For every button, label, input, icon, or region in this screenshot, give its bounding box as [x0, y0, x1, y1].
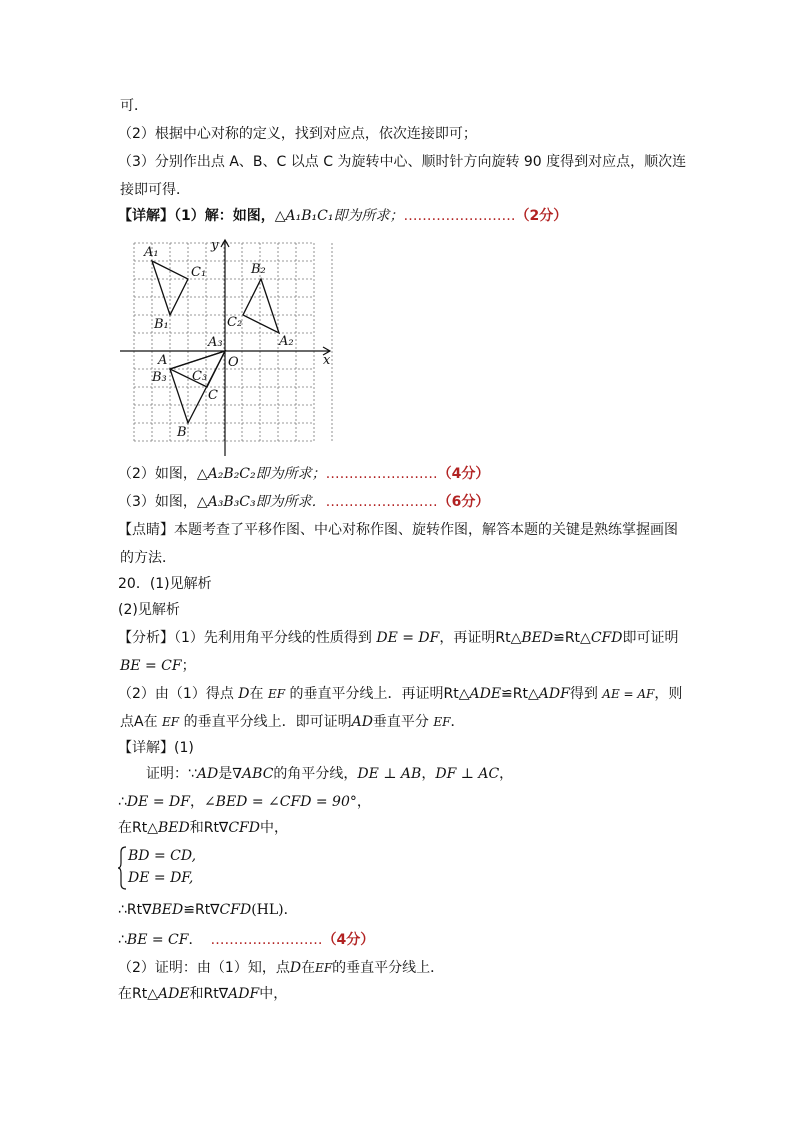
analysis-line-3 — [118, 684, 682, 704]
proof-line-7 — [118, 984, 287, 1004]
math: (HL) — [251, 902, 284, 918]
text: ， — [356, 794, 371, 810]
label-a: A — [158, 353, 168, 368]
proof-line-4 — [118, 900, 298, 920]
text: 的垂直平分线上．再证明Rt△ — [285, 686, 470, 702]
text-line: 可． — [120, 98, 148, 114]
proof-line-2 — [118, 792, 371, 812]
label-b3: B₃ — [152, 370, 167, 385]
math: BE = CF — [120, 658, 182, 674]
axis-label-x: x — [323, 353, 331, 368]
math: BED — [151, 902, 184, 918]
text: 点A在 — [120, 714, 163, 730]
text: ，则 — [654, 686, 683, 702]
math: D — [289, 960, 302, 976]
math: △A₃B₃C₃即为所求． — [196, 494, 326, 510]
text: ≌Rt△ — [501, 686, 539, 702]
text-line: 【点睛】本题考查了平移作图、中心对称作图、旋转作图，解答本题的关键是熟练掌握画图 — [118, 522, 678, 538]
text: 的垂直平分线上． — [332, 960, 445, 976]
math: ADF — [538, 686, 570, 702]
proof-line-1 — [146, 764, 513, 784]
grid — [134, 243, 332, 441]
text: ≌Rt∇ — [183, 902, 220, 918]
label-b2: B₂ — [251, 262, 266, 277]
text: ， — [421, 766, 436, 782]
math: AE = AF — [602, 687, 655, 701]
math: DE ⊥ AB — [357, 766, 422, 782]
math: ∇ABC — [232, 766, 274, 782]
math: EF — [267, 687, 286, 701]
math: ADF — [228, 986, 260, 1002]
text: （3）如图， — [118, 494, 197, 510]
math: D — [238, 686, 250, 702]
label-c1: C₁ — [191, 265, 207, 280]
text: ∴Rt∇ — [118, 902, 152, 918]
math: BED — [157, 820, 190, 836]
proof-line-6 — [118, 958, 444, 978]
math: BED — [521, 630, 554, 646]
label-b1: B₁ — [154, 317, 169, 332]
text-line: 接即可得． — [120, 182, 190, 198]
text: 在Rt△ — [118, 820, 158, 836]
label-a3: A₃ — [208, 335, 223, 350]
text: ∴ — [118, 794, 127, 810]
score-label: （4分） — [437, 466, 490, 482]
text: 是 — [218, 766, 233, 782]
math: AD — [196, 766, 219, 782]
origin-label: O — [228, 355, 239, 370]
brace — [118, 846, 128, 890]
question-number: 20．(1)见解析 — [118, 576, 212, 592]
math: DF ⊥ AC — [435, 766, 500, 782]
text-line: (2)见解析 — [118, 602, 180, 618]
label-a2: A₂ — [279, 334, 294, 349]
score-label: （6分） — [437, 494, 490, 510]
analysis-line-4 — [120, 712, 464, 732]
label-b: B — [177, 425, 187, 440]
text: 得到 — [569, 686, 603, 702]
math: ∠BED = ∠CFD = 90° — [203, 794, 357, 810]
math: ADE — [469, 686, 502, 702]
coordinate-figure — [118, 236, 338, 460]
math: ADE — [157, 986, 190, 1002]
detail-line-1 — [118, 206, 567, 226]
text-line: （3）分别作出点 A、B、C 以点 C 为旋转中心、顺时针方向旋转 90 度得到对应点，顺次连 — [118, 154, 687, 170]
score-label: （2分） — [515, 208, 568, 224]
text: 在 — [301, 960, 316, 976]
text: （2）如图， — [118, 466, 197, 482]
text-line: 的方法． — [120, 550, 176, 566]
text: （2）由（1）得点 — [118, 686, 239, 702]
math: DE = DF — [126, 794, 190, 810]
text: 垂直平分 — [372, 714, 434, 730]
text: 【分析】（1）先利用角平分线的性质得到 — [118, 630, 377, 646]
math: △A₂B₂C₂即为所求； — [196, 466, 326, 482]
math: EF — [162, 715, 180, 729]
text: ，再证明Rt△ — [439, 630, 522, 646]
detail-heading: 【详解】(1) — [118, 740, 194, 756]
triangle-a2b2c2 — [243, 279, 279, 333]
math: BE = CF — [126, 932, 189, 948]
math: DE = DF — [376, 630, 440, 646]
math: CFD — [228, 820, 260, 836]
dots: …………………… — [210, 932, 323, 948]
text: 的垂直平分线上．即可证明 — [179, 714, 352, 730]
dots: …………………… — [325, 494, 438, 510]
proof-line-5 — [118, 930, 374, 950]
text: 和Rt∇ — [189, 820, 229, 836]
dots: …………………… — [325, 466, 438, 482]
dots: …………………… — [403, 208, 516, 224]
text: ∴ — [118, 932, 127, 948]
math: △A₁B₁C₁即为所求； — [274, 208, 404, 224]
proof-line-3 — [118, 818, 288, 838]
detail-line-3 — [118, 492, 489, 512]
system-line-2: DE = DF, — [128, 870, 194, 886]
math: CFD — [219, 902, 252, 918]
analysis-line-1 — [118, 628, 678, 648]
text: 中， — [259, 820, 288, 836]
math: AD — [351, 714, 373, 730]
text: 在 — [249, 686, 268, 702]
analysis-line-2 — [120, 656, 196, 676]
text-line: （2）根据中心对称的定义，找到对应点，依次连接即可； — [118, 126, 477, 142]
text: ． — [283, 902, 298, 918]
text: ； — [181, 658, 196, 674]
text: 的角平分线， — [273, 766, 358, 782]
label-c2: C₂ — [227, 315, 243, 330]
text: 中， — [259, 986, 288, 1002]
text: ． — [188, 932, 203, 948]
detail-line-2 — [118, 464, 489, 484]
text: 即可证明 — [622, 630, 679, 646]
text: （2）证明：由（1）知，点 — [118, 960, 290, 976]
text: ≌Rt△ — [553, 630, 591, 646]
text: ， — [189, 794, 204, 810]
system-line-1: BD = CD, — [128, 848, 197, 864]
text: 和Rt∇ — [189, 986, 229, 1002]
label-a1: A₁ — [144, 245, 159, 260]
math: CFD — [590, 630, 623, 646]
text: 在Rt△ — [118, 986, 158, 1002]
math: EF — [315, 961, 333, 975]
score-label: （4分） — [322, 932, 375, 948]
label-c3: C₃ — [192, 369, 208, 384]
axis-label-y: y — [211, 238, 219, 253]
text: 【详解】（1）解：如图， — [118, 208, 275, 224]
math: EF — [433, 715, 451, 729]
text: 证明：∵ — [146, 766, 197, 782]
label-c: C — [208, 388, 218, 403]
text: ， — [499, 766, 514, 782]
text: ． — [450, 714, 465, 730]
